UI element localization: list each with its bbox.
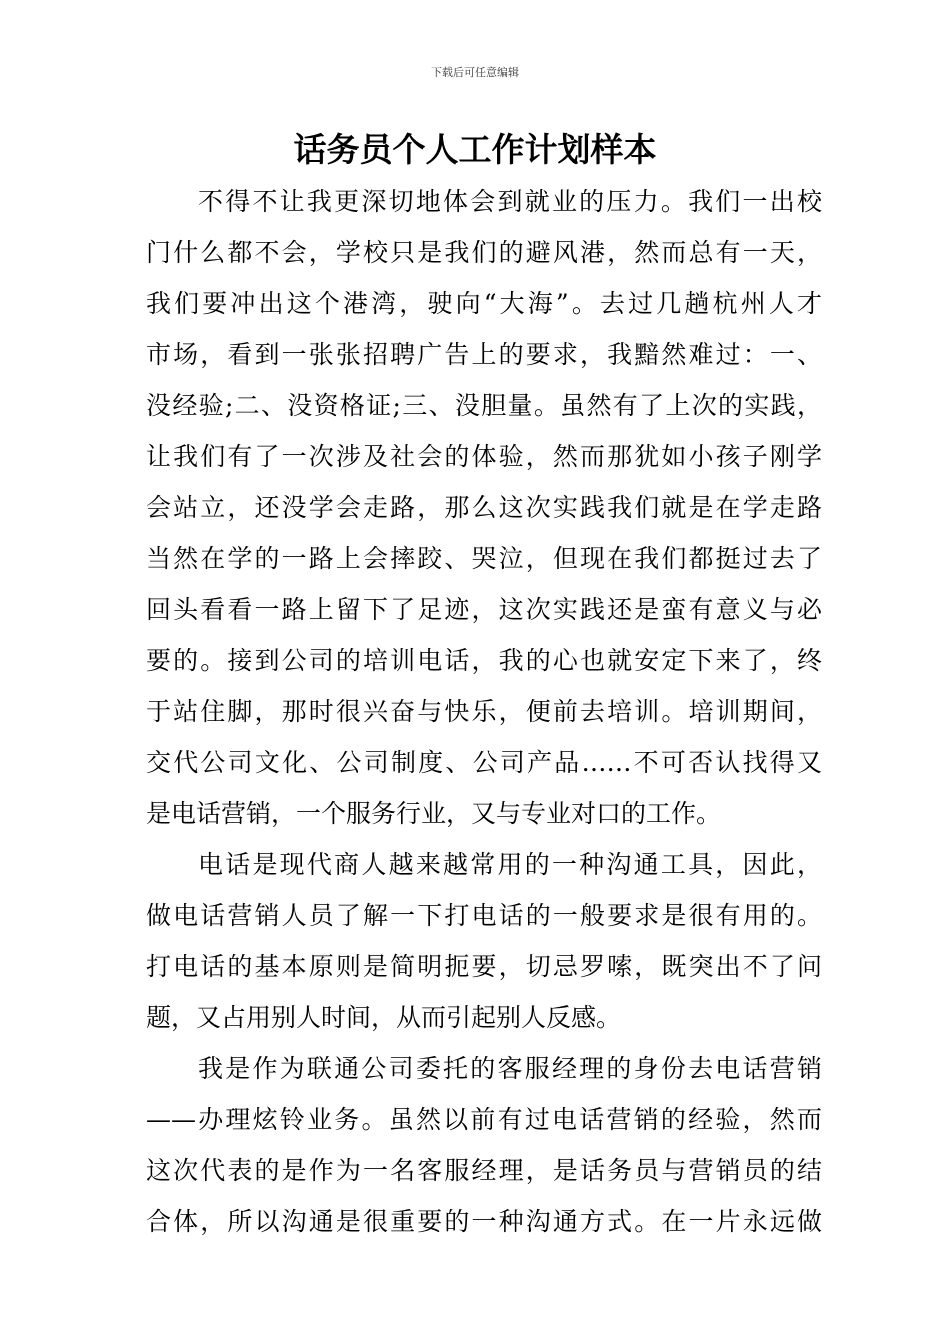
paragraph [146,839,822,1043]
text-line: ——办理炫铃业务。虽然以前有过电话营销的经验，然而 [146,1105,822,1134]
text-line: 让我们有了一次涉及社会的体验，然而那犹如小孩子刚学 [146,442,822,471]
text-line: 没经验;二、没资格证;三、没胆量。虽然有了上次的实践， [146,391,822,420]
text-line: 我是作为联通公司委托的客服经理的身份去电话营销 [198,1054,822,1083]
text-line: 我们要冲出这个港湾，驶向“大海”。去过几趟杭州人才 [146,289,822,318]
text-line: 市场，看到一张张招聘广告上的要求，我黯然难过：一、 [146,340,822,369]
text-line: 会站立，还没学会走路，那么这次实践我们就是在学走路 [146,493,822,522]
text-line: 是电话营销，一个服务行业，又与专业对口的工作。 [146,799,722,828]
document-title: 话务员个人工作计划样本 [293,130,657,169]
text-line: 门什么都不会，学校只是我们的避风港，然而总有一天， [146,238,822,267]
text-line: 于站住脚，那时很兴奋与快乐，便前去培训。培训期间， [146,697,822,726]
text-line: 做电话营销人员了解一下打电话的一般要求是很有用的。 [146,901,822,930]
text-line: 要的。接到公司的培训电话，我的心也就安定下来了，终 [146,646,822,675]
text-line: 当然在学的一路上会摔跤、哭泣，但现在我们都挺过去了 [146,544,822,573]
text-line: 交代公司文化、公司制度、公司产品……不可否认找得又 [146,748,822,777]
paragraph [146,1043,822,1247]
text-line: 合体，所以沟通是很重要的一种沟通方式。在一片永远做 [146,1207,822,1236]
text-line: 不得不让我更深切地体会到就业的压力。我们一出校 [198,187,822,216]
header-note: 下载后可任意编辑 [431,66,519,79]
text-line: 回头看看一路上留下了足迹，这次实践还是蛮有意义与必 [146,595,822,624]
document-body [146,176,822,1247]
text-line: 题，又占用别人时间，从而引起别人反感。 [146,1003,622,1032]
paragraph [146,176,822,839]
text-line: 电话是现代商人越来越常用的一种沟通工具，因此， [198,850,822,879]
text-line: 打电话的基本原则是简明扼要，切忌罗嗦，既突出不了问 [146,952,822,981]
text-line: 这次代表的是作为一名客服经理，是话务员与营销员的结 [146,1156,822,1185]
